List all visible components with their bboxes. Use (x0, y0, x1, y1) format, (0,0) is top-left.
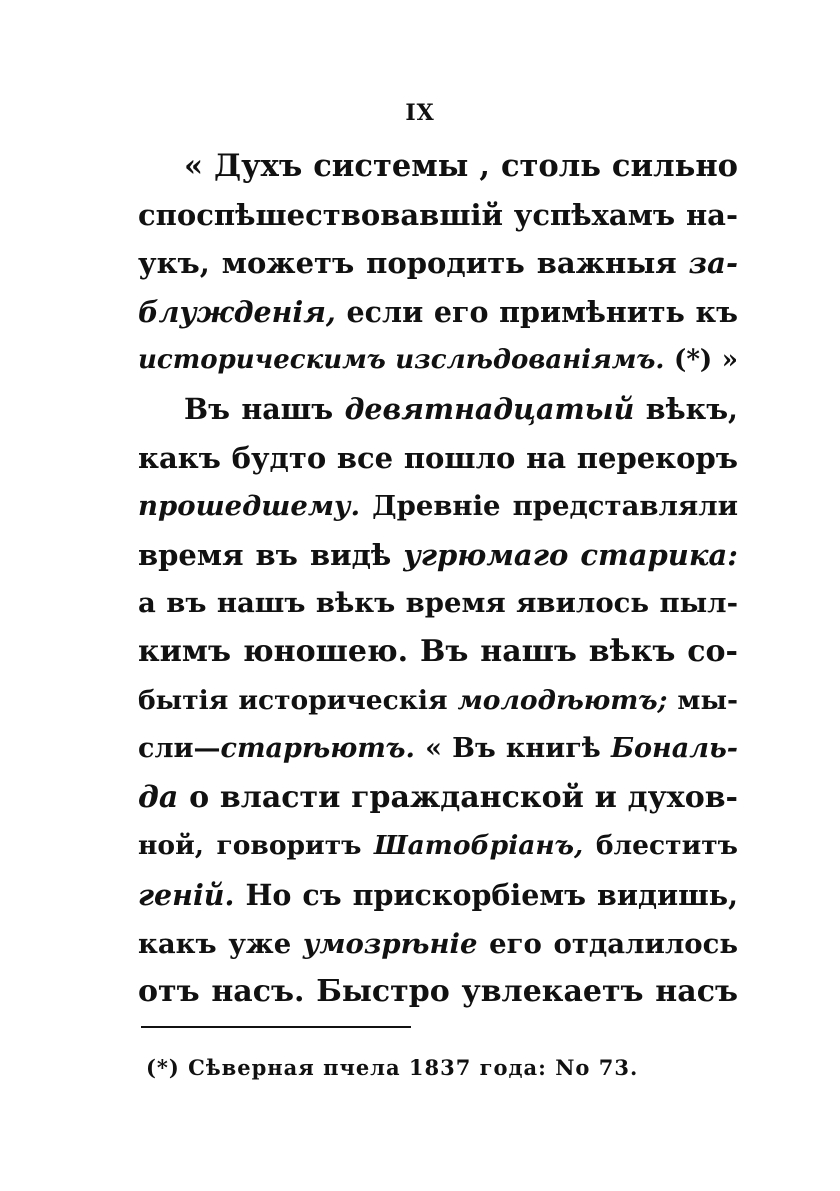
text-line (138, 579, 738, 628)
text-line (138, 774, 738, 823)
text-segment: время въ видѣ (138, 537, 404, 572)
text-segment: Въ нашъ (184, 391, 345, 426)
italic-text: историческимъ изслѣдованіямъ. (138, 345, 665, 376)
text-segment: вѣкъ, (634, 391, 738, 426)
text-line (138, 531, 738, 580)
text-segment: « Въ книгѣ (414, 733, 611, 765)
italic-text: геній. (138, 877, 235, 912)
text-segment: о власти гражданской и духов- (178, 779, 738, 815)
italic-text: угрюмаго старика: (403, 537, 738, 572)
italic-text: девятнадцатый (344, 391, 635, 426)
text-line (138, 191, 738, 240)
italic-text: Шатобріанъ, (374, 830, 584, 862)
italic-text: прошедшему. (138, 490, 361, 523)
text-segment: ной, говоритъ (138, 830, 375, 862)
text-line (138, 920, 738, 969)
body-text (138, 142, 738, 1017)
italic-text: старѣютъ. (220, 733, 415, 765)
text-line (138, 628, 738, 677)
page-number: IX (405, 100, 435, 126)
italic-text: да (138, 779, 179, 815)
text-segment: какъ будто все пошло на перекоръ (138, 440, 738, 475)
footnote: (*) Сѣверная пчела 1837 года: No 73. (146, 1055, 639, 1080)
text-line (138, 336, 738, 385)
text-line (138, 968, 738, 1017)
text-segment: кимъ юношею. Въ нашъ вѣкъ со- (138, 633, 738, 669)
text-segment: отъ насъ. Быстро увлекаетъ насъ (138, 974, 738, 1010)
text-segment: мы- (667, 684, 739, 716)
text-line (138, 677, 738, 726)
text-segment: его отдалилось (477, 927, 738, 960)
italic-text: молодѣютъ; (457, 684, 668, 716)
text-line (138, 288, 738, 337)
text-line (138, 822, 738, 871)
text-line (138, 871, 738, 920)
italic-text: умозрѣніе (302, 927, 478, 960)
text-segment: споспѣшествовавшій успѣхамъ на- (138, 197, 738, 232)
text-line (138, 385, 738, 434)
footnote-rule (141, 1026, 411, 1028)
text-line (138, 482, 738, 531)
text-segment: « Духъ системы , столь сильно (184, 148, 738, 184)
text-line (138, 239, 738, 288)
text-line (138, 142, 738, 191)
text-segment: Но съ прискорбіемъ видишь, (234, 877, 738, 912)
italic-text: за- (688, 246, 738, 281)
text-segment: укъ, можетъ породить важныя (138, 246, 689, 281)
text-segment: Древніе представляли (360, 490, 738, 523)
text-segment: бытія историческія (138, 684, 458, 716)
text-line (138, 434, 738, 483)
text-segment: какъ уже (138, 927, 303, 960)
text-segment: если его примѣнить къ (335, 294, 738, 329)
text-segment: (*) » (664, 345, 738, 376)
text-segment: а въ нашъ вѣкъ время явилось пыл- (138, 587, 738, 620)
text-segment: блеститъ (583, 830, 738, 862)
italic-text: блужденія, (138, 294, 336, 329)
text-segment: сли— (138, 733, 221, 765)
text-line (138, 725, 738, 774)
italic-text: Бональ- (610, 733, 738, 765)
